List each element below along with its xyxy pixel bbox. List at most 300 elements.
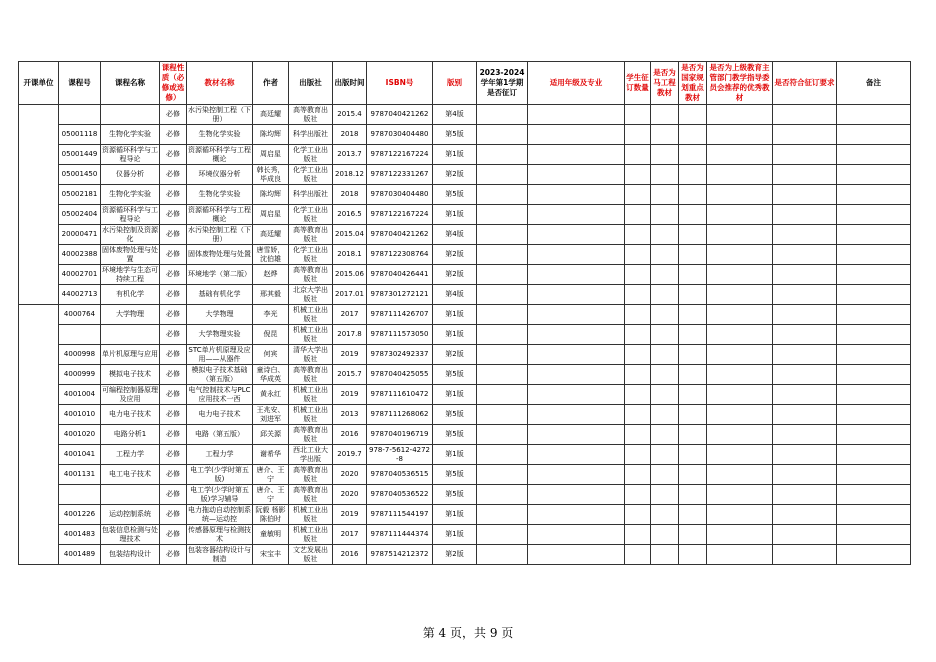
course-cell: 固体废物处理与处置 [102, 245, 158, 263]
author-cell: 唐雪娇，沈伯雄 [253, 245, 289, 265]
course-cell: 有机化学 [101, 285, 160, 305]
edition-cell: 第1版 [433, 305, 477, 325]
date-cell: 2018 [333, 125, 367, 145]
column-header: ISBN号 [367, 62, 433, 105]
unit-cell [19, 105, 59, 305]
blank-cell [679, 465, 707, 485]
blank-cell [707, 265, 773, 285]
book-cell: 资源循环科学与工程概论 [188, 205, 251, 223]
author-cell: 赵烨 [253, 265, 289, 285]
blank-cell [528, 265, 625, 285]
blank-cell [528, 485, 625, 505]
blank-cell [773, 425, 837, 445]
blank-cell [837, 365, 911, 385]
blank-cell [528, 385, 625, 405]
blank-cell [773, 285, 837, 305]
date-cell: 2018.12 [333, 165, 367, 185]
blank-cell [651, 465, 679, 485]
table-row [19, 285, 911, 305]
book-cell: 环境地学（第二版） [187, 265, 253, 285]
edition-cell: 第1版 [433, 145, 477, 165]
author-cell: 高廷耀 [253, 225, 289, 245]
blank-cell [707, 145, 773, 165]
book-cell: 生物化学实验 [187, 125, 253, 145]
author-cell: 黄永红 [253, 385, 289, 405]
isbn-cell: 9787111544197 [367, 505, 433, 525]
course-cell: 单片机原理与应用 [101, 345, 160, 365]
blank-cell [679, 485, 707, 505]
course-cell: 包装信息检测与处理技术 [102, 525, 158, 543]
course-cell: 大学物理 [101, 305, 160, 325]
publisher-cell: 高等教育出版社 [289, 365, 333, 385]
blank-cell [528, 185, 625, 205]
blank-cell [477, 485, 528, 505]
table-row [19, 425, 911, 445]
blank-cell [707, 125, 773, 145]
edition-cell: 第4版 [433, 225, 477, 245]
blank-cell [837, 465, 911, 485]
blank-cell [651, 225, 679, 245]
blank-cell [679, 145, 707, 165]
code-cell: 20000471 [59, 225, 101, 245]
blank-cell [837, 125, 911, 145]
code-cell: 4000764 [59, 305, 101, 325]
blank-cell [625, 225, 651, 245]
column-header: 课程号 [59, 62, 101, 105]
blank-cell [707, 165, 773, 185]
blank-cell [651, 105, 679, 125]
blank-cell [528, 325, 625, 345]
blank-cell [837, 505, 911, 525]
nature-cell: 必修 [160, 325, 187, 345]
blank-cell [528, 305, 625, 325]
publisher-cell: 化学工业出版社 [289, 205, 333, 225]
blank-cell [625, 205, 651, 225]
blank-cell [651, 165, 679, 185]
column-header: 课程性质（必修或选修） [160, 62, 187, 105]
blank-cell [773, 345, 837, 365]
date-cell: 2018.1 [333, 245, 367, 265]
author-cell: 邢其毅 [253, 285, 289, 305]
author-cell: 陈均辉 [253, 125, 289, 145]
nature-cell: 必修 [160, 525, 187, 545]
date-cell: 2019 [333, 505, 367, 525]
table-row [19, 225, 911, 245]
author-cell: 周启星 [253, 205, 289, 225]
blank-cell [707, 425, 773, 445]
blank-cell [651, 425, 679, 445]
blank-cell [477, 445, 528, 465]
blank-cell [773, 185, 837, 205]
course-cell: 可编程控制器原理及应用 [102, 385, 158, 403]
nature-cell: 必修 [160, 225, 187, 245]
isbn-cell: 9787030404480 [367, 125, 433, 145]
code-cell [59, 105, 101, 125]
blank-cell [528, 285, 625, 305]
blank-cell [679, 505, 707, 525]
blank-cell [625, 385, 651, 405]
code-cell: 40002701 [59, 265, 101, 285]
edition-cell: 第2版 [433, 545, 477, 565]
blank-cell [477, 285, 528, 305]
author-cell: 唐介、王宁 [253, 465, 289, 485]
date-cell: 2015.06 [333, 265, 367, 285]
blank-cell [625, 185, 651, 205]
nature-cell: 必修 [160, 365, 187, 385]
column-header: 是否符合征订要求 [773, 62, 837, 105]
table-row [19, 345, 911, 365]
isbn-cell: 9787040536522 [367, 485, 433, 505]
blank-cell [679, 205, 707, 225]
date-cell: 2017.01 [333, 285, 367, 305]
edition-cell: 第2版 [433, 245, 477, 265]
blank-cell [477, 185, 528, 205]
course-cell: 水污染控制及资源化 [102, 225, 158, 243]
blank-cell [477, 265, 528, 285]
blank-cell [651, 145, 679, 165]
isbn-cell: 9787514212372 [367, 545, 433, 565]
blank-cell [477, 505, 528, 525]
nature-cell: 必修 [160, 405, 187, 425]
book-cell: 模拟电子技术基础（第五版） [187, 365, 253, 385]
course-cell: 包装结构设计 [101, 545, 160, 565]
blank-cell [477, 225, 528, 245]
blank-cell [528, 345, 625, 365]
blank-cell [625, 365, 651, 385]
blank-cell [651, 365, 679, 385]
blank-cell [679, 525, 707, 545]
table-row [19, 465, 911, 485]
textbook-order-table [18, 61, 911, 565]
blank-cell [707, 285, 773, 305]
author-cell: 韩长秀，毕成良 [253, 165, 289, 185]
date-cell: 2017 [333, 525, 367, 545]
course-cell: 资源循环科学与工程导论 [102, 205, 158, 223]
date-cell: 2017.8 [333, 325, 367, 345]
column-header: 出版时间 [333, 62, 367, 105]
date-cell: 2020 [333, 485, 367, 505]
blank-cell [625, 485, 651, 505]
table-row [19, 105, 911, 125]
blank-cell [477, 365, 528, 385]
blank-cell [679, 165, 707, 185]
blank-cell [477, 425, 528, 445]
edition-cell: 第2版 [433, 265, 477, 285]
blank-cell [651, 285, 679, 305]
course-cell: 生物化学实验 [101, 125, 160, 145]
author-cell: 童敏明 [253, 525, 289, 545]
course-cell: 生物化学实验 [101, 185, 160, 205]
edition-cell: 第1版 [433, 205, 477, 225]
blank-cell [707, 545, 773, 565]
publisher-cell: 化学工业出版社 [289, 165, 333, 185]
blank-cell [651, 205, 679, 225]
edition-cell: 第1版 [433, 385, 477, 405]
blank-cell [625, 165, 651, 185]
edition-cell: 第5版 [433, 185, 477, 205]
blank-cell [528, 505, 625, 525]
date-cell: 2016 [333, 425, 367, 445]
blank-cell [837, 385, 911, 405]
blank-cell [707, 365, 773, 385]
blank-cell [625, 245, 651, 265]
blank-cell [773, 445, 837, 465]
course-cell [101, 325, 160, 345]
blank-cell [773, 365, 837, 385]
blank-cell [625, 505, 651, 525]
edition-cell: 第5版 [433, 465, 477, 485]
isbn-cell: 9787122331267 [367, 165, 433, 185]
table-row [19, 385, 911, 405]
author-cell: 何宾 [253, 345, 289, 365]
edition-cell: 第4版 [433, 105, 477, 125]
blank-cell [773, 165, 837, 185]
blank-cell [773, 245, 837, 265]
blank-cell [679, 325, 707, 345]
blank-cell [477, 245, 528, 265]
column-header: 版别 [433, 62, 477, 105]
blank-cell [679, 245, 707, 265]
blank-cell [625, 545, 651, 565]
publisher-cell: 机械工业出版社 [289, 305, 333, 325]
book-cell: 电工学(少学时第五版) [187, 465, 253, 485]
blank-cell [679, 385, 707, 405]
blank-cell [773, 525, 837, 545]
blank-cell [651, 385, 679, 405]
isbn-cell: 9787030404480 [367, 185, 433, 205]
code-cell: 4001489 [59, 545, 101, 565]
blank-cell [679, 445, 707, 465]
course-cell: 工程力学 [101, 445, 160, 465]
publisher-cell: 科学出版社 [289, 125, 333, 145]
date-cell: 2016.5 [333, 205, 367, 225]
blank-cell [651, 305, 679, 325]
course-cell: 环境地学与生态可持续工程 [102, 265, 158, 283]
nature-cell: 必修 [160, 185, 187, 205]
publisher-cell: 文艺发展出版社 [289, 545, 333, 565]
code-cell: 05001449 [59, 145, 101, 165]
course-cell [101, 105, 160, 125]
table-row [19, 505, 911, 525]
publisher-cell: 科学出版社 [289, 185, 333, 205]
date-cell: 2015.7 [333, 365, 367, 385]
nature-cell: 必修 [160, 285, 187, 305]
blank-cell [707, 225, 773, 245]
nature-cell: 必修 [160, 465, 187, 485]
table-row [19, 545, 911, 565]
isbn-cell: 9787111444374 [367, 525, 433, 545]
blank-cell [773, 545, 837, 565]
author-cell: 唐介、王宁 [253, 485, 289, 505]
blank-cell [528, 365, 625, 385]
isbn-cell: 9787111268062 [367, 405, 433, 425]
blank-cell [837, 305, 911, 325]
unit-cell [19, 305, 59, 565]
blank-cell [837, 165, 911, 185]
publisher-cell: 化学工业出版社 [289, 245, 333, 265]
blank-cell [773, 485, 837, 505]
column-header: 课程名称 [101, 62, 160, 105]
course-cell [101, 485, 160, 505]
table-row [19, 365, 911, 385]
book-cell: 电工学(少学时第五版)学习辅导 [187, 485, 253, 505]
book-cell: 生物化学实验 [187, 185, 253, 205]
blank-cell [651, 325, 679, 345]
column-header: 出版社 [289, 62, 333, 105]
code-cell: 05002404 [59, 205, 101, 225]
code-cell: 05002181 [59, 185, 101, 205]
blank-cell [837, 325, 911, 345]
blank-cell [625, 145, 651, 165]
table-row [19, 125, 911, 145]
publisher-cell: 机械工业出版社 [289, 525, 333, 545]
blank-cell [477, 345, 528, 365]
blank-cell [707, 405, 773, 425]
nature-cell: 必修 [160, 245, 187, 265]
date-cell: 2013 [333, 405, 367, 425]
date-cell: 2019 [333, 385, 367, 405]
edition-cell: 第1版 [433, 445, 477, 465]
publisher-cell: 高等教育出版社 [289, 225, 333, 245]
blank-cell [651, 345, 679, 365]
blank-cell [528, 205, 625, 225]
publisher-cell: 高等教育出版社 [289, 425, 333, 445]
blank-cell [679, 405, 707, 425]
date-cell: 2018 [333, 185, 367, 205]
blank-cell [477, 105, 528, 125]
publisher-cell: 高等教育出版社 [289, 105, 333, 125]
date-cell: 2015.4 [333, 105, 367, 125]
blank-cell [707, 505, 773, 525]
blank-cell [679, 125, 707, 145]
blank-cell [707, 485, 773, 505]
blank-cell [625, 525, 651, 545]
blank-cell [837, 525, 911, 545]
blank-cell [837, 425, 911, 445]
isbn-cell: 9787122308764 [367, 245, 433, 265]
edition-cell: 第2版 [433, 165, 477, 185]
nature-cell: 必修 [160, 385, 187, 405]
code-cell: 4001041 [59, 445, 101, 465]
blank-cell [837, 285, 911, 305]
blank-cell [707, 105, 773, 125]
book-cell: STC单片机原理及应用——从器件 [188, 345, 251, 363]
code-cell: 4001004 [59, 385, 101, 405]
code-cell: 4001131 [59, 465, 101, 485]
blank-cell [837, 405, 911, 425]
course-cell: 电路分析1 [101, 425, 160, 445]
blank-cell [837, 145, 911, 165]
blank-cell [625, 305, 651, 325]
table-row [19, 185, 911, 205]
column-header: 作者 [253, 62, 289, 105]
publisher-cell: 高等教育出版社 [289, 465, 333, 485]
nature-cell: 必修 [160, 145, 187, 165]
column-header: 适用年级及专业 [528, 62, 625, 105]
publisher-cell: 机械工业出版社 [289, 505, 333, 525]
blank-cell [477, 325, 528, 345]
blank-cell [651, 485, 679, 505]
blank-cell [528, 405, 625, 425]
blank-cell [477, 145, 528, 165]
blank-cell [837, 485, 911, 505]
book-cell: 传感器原理与检测技术 [188, 525, 251, 543]
date-cell: 2020 [333, 465, 367, 485]
blank-cell [679, 425, 707, 445]
author-cell: 童诗白、华成英 [253, 365, 289, 385]
book-cell: 工程力学 [187, 445, 253, 465]
blank-cell [679, 105, 707, 125]
nature-cell: 必修 [160, 205, 187, 225]
table-row [19, 485, 911, 505]
code-cell: 4001226 [59, 505, 101, 525]
publisher-cell: 北京大学出版社 [289, 285, 333, 305]
nature-cell: 必修 [160, 165, 187, 185]
date-cell: 2019 [333, 345, 367, 365]
blank-cell [773, 265, 837, 285]
nature-cell: 必修 [160, 305, 187, 325]
blank-cell [625, 425, 651, 445]
table-row [19, 525, 911, 545]
blank-cell [477, 465, 528, 485]
column-header: 教材名称 [187, 62, 253, 105]
isbn-cell: 9787301272121 [367, 285, 433, 305]
table-header-row [19, 62, 911, 105]
blank-cell [679, 285, 707, 305]
course-cell: 模拟电子技术 [101, 365, 160, 385]
blank-cell [679, 545, 707, 565]
blank-cell [707, 185, 773, 205]
blank-cell [773, 305, 837, 325]
blank-cell [707, 465, 773, 485]
book-cell: 水污染控制工程（下册） [188, 105, 251, 123]
blank-cell [528, 145, 625, 165]
nature-cell: 必修 [160, 425, 187, 445]
blank-cell [651, 125, 679, 145]
blank-cell [707, 305, 773, 325]
isbn-cell: 9787111610472 [367, 385, 433, 405]
blank-cell [773, 125, 837, 145]
column-header: 是否为马工程教材 [651, 62, 679, 105]
blank-cell [679, 265, 707, 285]
table-row [19, 165, 911, 185]
blank-cell [528, 465, 625, 485]
blank-cell [651, 265, 679, 285]
edition-cell: 第5版 [433, 365, 477, 385]
edition-cell: 第2版 [433, 345, 477, 365]
course-cell: 运动控制系统 [101, 505, 160, 525]
blank-cell [773, 225, 837, 245]
blank-cell [773, 325, 837, 345]
nature-cell: 必修 [160, 445, 187, 465]
table-row [19, 325, 911, 345]
author-cell: 王兆安、刘进军 [253, 405, 289, 425]
date-cell: 2013.7 [333, 145, 367, 165]
column-header: 学生征订数量 [625, 62, 651, 105]
blank-cell [528, 105, 625, 125]
table-row [19, 205, 911, 225]
blank-cell [477, 125, 528, 145]
isbn-cell: 9787040536515 [367, 465, 433, 485]
book-cell: 资源循环科学与工程概论 [188, 145, 251, 163]
author-cell: 阮毅 杨影 陈伯时 [253, 505, 289, 525]
course-cell: 仪器分析 [101, 165, 160, 185]
course-cell: 电力电子技术 [101, 405, 160, 425]
blank-cell [679, 305, 707, 325]
edition-cell: 第5版 [433, 125, 477, 145]
blank-cell [707, 525, 773, 545]
blank-cell [679, 225, 707, 245]
